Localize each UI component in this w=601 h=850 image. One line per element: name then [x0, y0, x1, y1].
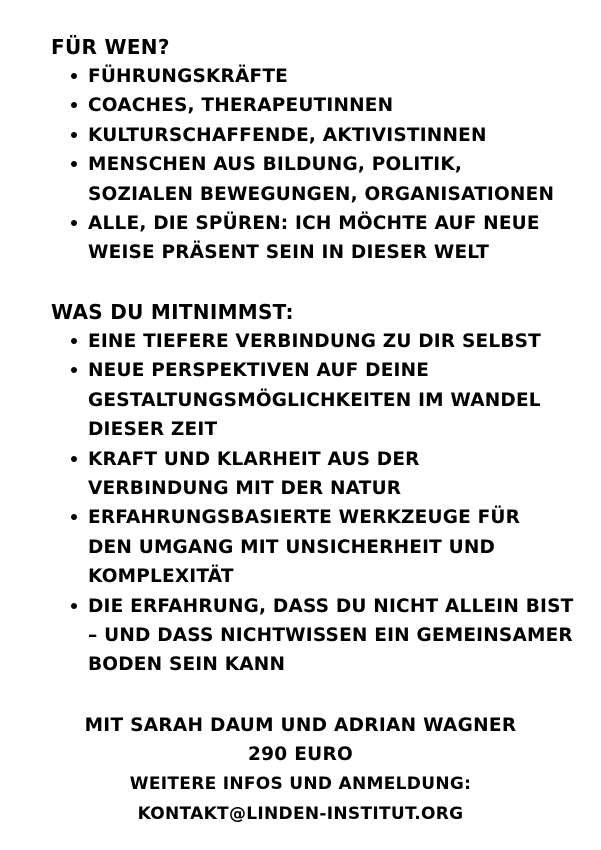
list-item [51, 62, 571, 91]
list-item-text: KRAFT UND KLARHEIT AUS DER VERBINDUNG MIT DER NATUR [88, 448, 420, 500]
list-item [51, 503, 566, 591]
audience-section [51, 33, 571, 268]
list-item [51, 445, 566, 504]
takeaways-section [51, 298, 574, 680]
list-item-text: ALLE, DIE SPÜREN: ICH MÖCHTE AUF NEUE WEISE PRÄSENT SEIN IN DIESER WELT [88, 213, 540, 264]
list-item [51, 356, 563, 444]
bullet-icon [71, 102, 77, 108]
list-item-text: ERFAHRUNGSBASIERTE WERKZEUGE FÜR DEN UMGANG MIT UNSICHERHEIT UND KOMPLEXITÄT [88, 507, 521, 588]
bullet-icon [71, 73, 77, 79]
list-item [51, 150, 566, 209]
list-item-text: KULTURSCHAFFENDE, AKTIVISTINNEN [88, 124, 487, 146]
takeaways-heading: WAS DU MITNIMMST: [51, 300, 294, 324]
list-item-text: EINE TIEFERE VERBINDUNG ZU DIR SELBST [88, 331, 541, 352]
audience-heading: FÜR WEN? [51, 35, 170, 59]
price-line: 290 EURO [247, 744, 354, 765]
footer-block [0, 711, 601, 829]
bullet-icon [71, 367, 77, 373]
list-item [51, 121, 571, 150]
bullet-icon [71, 220, 77, 226]
hosts-line: MIT SARAH DAUM UND ADRIAN WAGNER [84, 715, 517, 736]
bullet-icon [71, 132, 77, 138]
list-item [51, 592, 588, 680]
list-item-text: MENSCHEN AUS BILDUNG, POLITIK, SOZIALEN BEWEGUNGEN, ORGANISATIONEN [88, 154, 555, 205]
info-line: WEITERE INFOS UND ANMELDUNG: [129, 774, 472, 794]
list-item-text: NEUE PERSPEKTIVEN AUF DEINE GESTALTUNGSMÖGLICHKEITEN IM WANDEL DIESER ZEIT [88, 360, 541, 441]
bullet-icon [71, 603, 77, 609]
list-item-text: DIE ERFAHRUNG, DASS DU NICHT ALLEIN BIST – UND DASS NICHTWISSEN EIN GEMEINSAMER BODEN SEIN KANN [88, 595, 574, 676]
takeaways-list [51, 327, 574, 680]
bullet-icon [71, 456, 77, 462]
list-item [51, 91, 571, 120]
email-link[interactable]: KONTAKT@LINDEN-INSTITUT.ORG [137, 804, 464, 824]
list-item [51, 209, 543, 268]
audience-list [51, 62, 571, 268]
list-item [51, 327, 571, 356]
list-item-text: FÜHRUNGSKRÄFTE [88, 66, 288, 87]
bullet-icon [71, 161, 77, 167]
bullet-icon [71, 338, 77, 344]
list-item-text: COACHES, THERAPEUTINNEN [88, 95, 394, 117]
bullet-icon [71, 514, 77, 520]
